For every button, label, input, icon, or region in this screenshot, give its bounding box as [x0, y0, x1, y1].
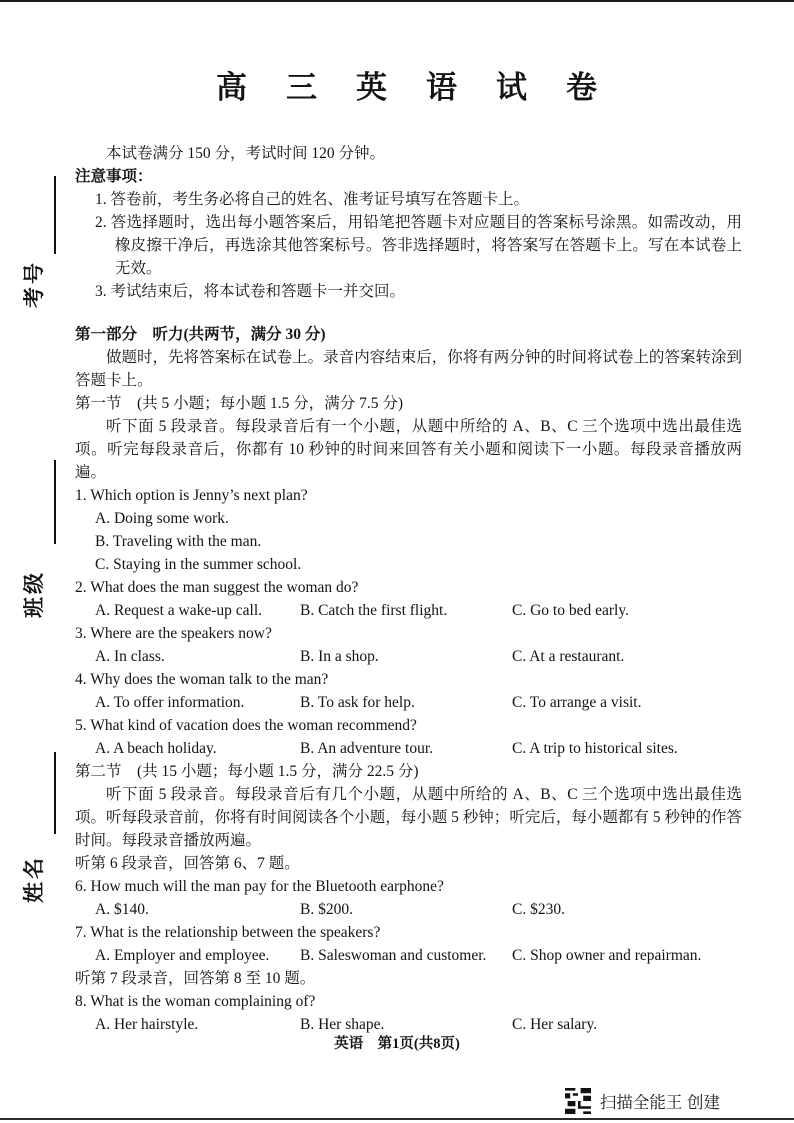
question-stem: [75, 668, 742, 691]
question-stem: [75, 622, 742, 645]
question-2: [75, 576, 742, 622]
margin-label-name: 姓名: [22, 855, 46, 903]
notice-heading: 注意事项：: [75, 168, 153, 185]
option-c: C. Go to bed early.: [512, 602, 629, 619]
question-options: [75, 507, 742, 576]
question-options: [75, 898, 742, 921]
option-a: A. Employer and employee.: [95, 947, 270, 964]
question-7: [75, 921, 742, 967]
part1-intro: 做题时，先将答案标在试卷上。录音内容结束后，你将有两分钟的时间将试卷上的答案转涂到答题卡上。: [75, 349, 742, 389]
question-options: [75, 944, 742, 967]
option-c: C. At a restaurant.: [512, 648, 625, 665]
option-a: A. In class.: [95, 648, 165, 665]
section2-heading: 第二节 (共 15 小题；每小题 1.5 分，满分 22.5 分): [75, 763, 419, 780]
option-b: B. An adventure tour.: [300, 740, 434, 757]
option-b: B. Her shape.: [300, 1016, 385, 1033]
question-5: [75, 714, 742, 760]
question-stem: [75, 714, 742, 737]
question-text: What is the woman complaining of?: [90, 993, 316, 1010]
option-a: A. To offer information.: [95, 694, 245, 711]
option-b: B. Saleswoman and customer.: [300, 947, 487, 964]
section2-instruction: 听下面 5 段录音。每段录音后有几个小题，从题中所给的 A、B、C 三个选项中选出最佳选项。听每段录音前，你将有时间阅读各个小题，每小题 5 秒钟；听完后，每小题都有 5 秒钟的作答时间。每段录音播放两遍。: [75, 786, 742, 849]
page-title: 高 三 英 语 试 卷: [216, 70, 601, 105]
class-write-line: [54, 460, 56, 544]
question-text: Which option is Jenny’s next plan?: [90, 487, 308, 504]
question-text: How much will the man pay for the Bluetooth earphone?: [90, 878, 444, 895]
option-a: A. Her hairstyle.: [95, 1016, 199, 1033]
option-c: C. To arrange a visit.: [512, 694, 642, 711]
question-options: [75, 737, 742, 760]
notice-text: 答选择题时，选出每小题答案后，用铅笔把答题卡对应题目的答案标号涂黑。如需改动，用橡皮擦干净后，再选涂其他答案标号。答非选择题时，将答案写在答题卡上。写在本试卷上无效。: [110, 214, 742, 277]
question-number: 2.: [75, 579, 87, 596]
question-number: 4.: [75, 671, 87, 688]
question-options: [75, 599, 742, 622]
option-c: C. Her salary.: [512, 1016, 598, 1033]
question-number: 8.: [75, 993, 87, 1010]
question-number: 6.: [75, 878, 87, 895]
question-text: What is the relationship between the speakers?: [90, 924, 381, 941]
scan-edge-bottom: [0, 1118, 794, 1120]
question-text: What does the man suggest the woman do?: [90, 579, 359, 596]
option-b: B. Traveling with the man.: [95, 533, 262, 550]
section1-instruction: 听下面 5 段录音。每段录音后有一个小题，从题中所给的 A、B、C 三个选项中选出最佳选项。听完每段录音后，你都有 10 秒钟的时间来回答有关小题和阅读下一小题。每段录音播放两遍。: [75, 418, 742, 481]
notice-text: 考试结束后，将本试卷和答题卡一并交回。: [110, 283, 406, 300]
margin-label-exam-number: 考号: [22, 260, 46, 308]
option-a: A. A beach holiday.: [95, 740, 217, 757]
notice-item-3: [75, 280, 742, 303]
option-c: C. $230.: [512, 901, 565, 918]
exam-number-write-line: [54, 176, 56, 254]
question-3: [75, 622, 742, 668]
scanner-credit-text: 扫描全能王 创建: [599, 1094, 720, 1112]
name-write-line: [54, 752, 56, 834]
question-stem: [75, 875, 742, 898]
notice-number: 1.: [95, 191, 107, 208]
option-a: A. Request a wake-up call.: [95, 602, 262, 619]
qr-code-icon: [565, 1088, 591, 1114]
option-a: A. $140.: [95, 901, 149, 918]
question-1: [75, 484, 742, 576]
notice-item-1: [75, 188, 742, 211]
option-c: C. Shop owner and repairman.: [512, 947, 702, 964]
notice-text: 答卷前，考生务必将自己的姓名、准考证号填写在答题卡上。: [110, 191, 530, 208]
notice-item-2: [75, 211, 742, 280]
option-c: C. Staying in the summer school.: [95, 556, 302, 573]
option-b: B. In a shop.: [300, 648, 379, 665]
question-stem: [75, 576, 742, 599]
exam-content: [75, 66, 742, 1036]
option-c: C. A trip to historical sites.: [512, 740, 678, 757]
question-stem: [75, 990, 742, 1013]
scanner-credit: [565, 1088, 720, 1114]
page-footer: 英语 第1页(共8页): [334, 1036, 460, 1052]
notice-number: 2.: [95, 214, 107, 231]
question-stem: [75, 921, 742, 944]
question-4: [75, 668, 742, 714]
section1-heading: 第一节 (共 5 小题；每小题 1.5 分，满分 7.5 分): [75, 395, 404, 412]
question-number: 3.: [75, 625, 87, 642]
question-options: [75, 691, 742, 714]
option-b: B. Catch the first flight.: [300, 602, 448, 619]
question-options: [75, 645, 742, 668]
scan-edge-top: [0, 0, 794, 2]
question-8: [75, 990, 742, 1036]
notice-number: 3.: [95, 283, 107, 300]
question-number: 7.: [75, 924, 87, 941]
option-a: A. Doing some work.: [95, 510, 229, 527]
question-text: Why does the woman talk to the man?: [90, 671, 329, 688]
question-text: What kind of vacation does the woman recommend?: [90, 717, 417, 734]
question-number: 1.: [75, 487, 87, 504]
question-6: [75, 875, 742, 921]
question-text: Where are the speakers now?: [90, 625, 272, 642]
audio6-prompt: 听第 6 段录音，回答第 6、7 题。: [75, 855, 300, 872]
exam-intro: 本试卷满分 150 分，考试时间 120 分钟。: [106, 145, 386, 162]
margin-label-class: 班级: [22, 570, 46, 618]
part1-heading: 第一部分 听力(共两节，满分 30 分): [75, 326, 326, 343]
option-b: B. To ask for help.: [300, 694, 415, 711]
audio7-prompt: 听第 7 段录音，回答第 8 至 10 题。: [75, 970, 316, 987]
question-number: 5.: [75, 717, 87, 734]
option-b: B. $200.: [300, 901, 353, 918]
question-stem: [75, 484, 742, 507]
